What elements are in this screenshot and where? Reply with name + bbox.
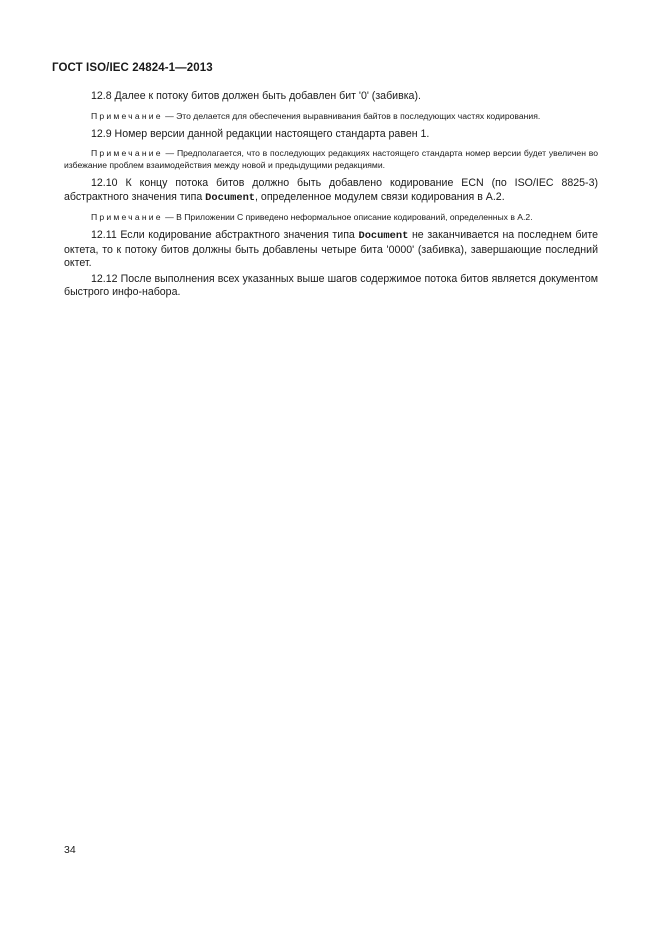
note-label: Примечание [91, 110, 163, 121]
note-text: Это делается для обеспечения выравнивания байтов в последующих частях кодирования. [176, 110, 541, 121]
text: 12.10 К концу потока битов должно быть добавлено кодирование ECN (по ISO/IEC 8825-3) абстрактного значения типа [64, 177, 598, 203]
document-header: ГОСТ ISO/IEC 24824-1—2013 [52, 62, 213, 74]
note-text: Предполагается, что в последующих редакциях настоящего стандарта номер версии будет увеличен во избежание проблем взаимодействия между новой и предыдущими редакциями. [64, 148, 598, 170]
note-dash: — [162, 148, 177, 158]
note-dash: — [162, 110, 177, 121]
paragraph-12-10 [64, 177, 598, 205]
note-label: Примечание [91, 148, 163, 158]
page-number: 34 [64, 844, 76, 856]
note-text: В Приложении С приведено неформальное описание кодирований, определенных в А.2. [176, 212, 533, 222]
note-3 [64, 211, 598, 223]
paragraph-12-8: 12.8 Далее к потоку битов должен быть добавлен бит '0' (забивка). [91, 90, 421, 102]
note-1 [64, 110, 598, 122]
code-document: Document [358, 230, 409, 242]
text: не заканчивается на последнем бите октета, то к потоку битов должны быть добавлены четыре бита '0000' (забивка), завершающие последний октет. [64, 229, 598, 269]
note-label: Примечание [91, 212, 163, 222]
note-dash: — [162, 212, 177, 222]
text: 12.11 Если кодирование абстрактного значения типа [91, 229, 359, 241]
text: , определенное модулем связи кодирования в А.2. [255, 190, 505, 203]
paragraph-12-9: 12.9 Номер версии данной редакции настоящего стандарта равен 1. [91, 127, 430, 140]
note-2 [64, 147, 598, 171]
paragraph-12-12: 12.12 После выполнения всех указанных выше шагов содержимое потока битов является документом быстрого инфо-набора. [64, 272, 598, 298]
paragraph-12-11 [64, 229, 598, 271]
code-document: Document [205, 191, 256, 204]
document-body [64, 90, 598, 306]
